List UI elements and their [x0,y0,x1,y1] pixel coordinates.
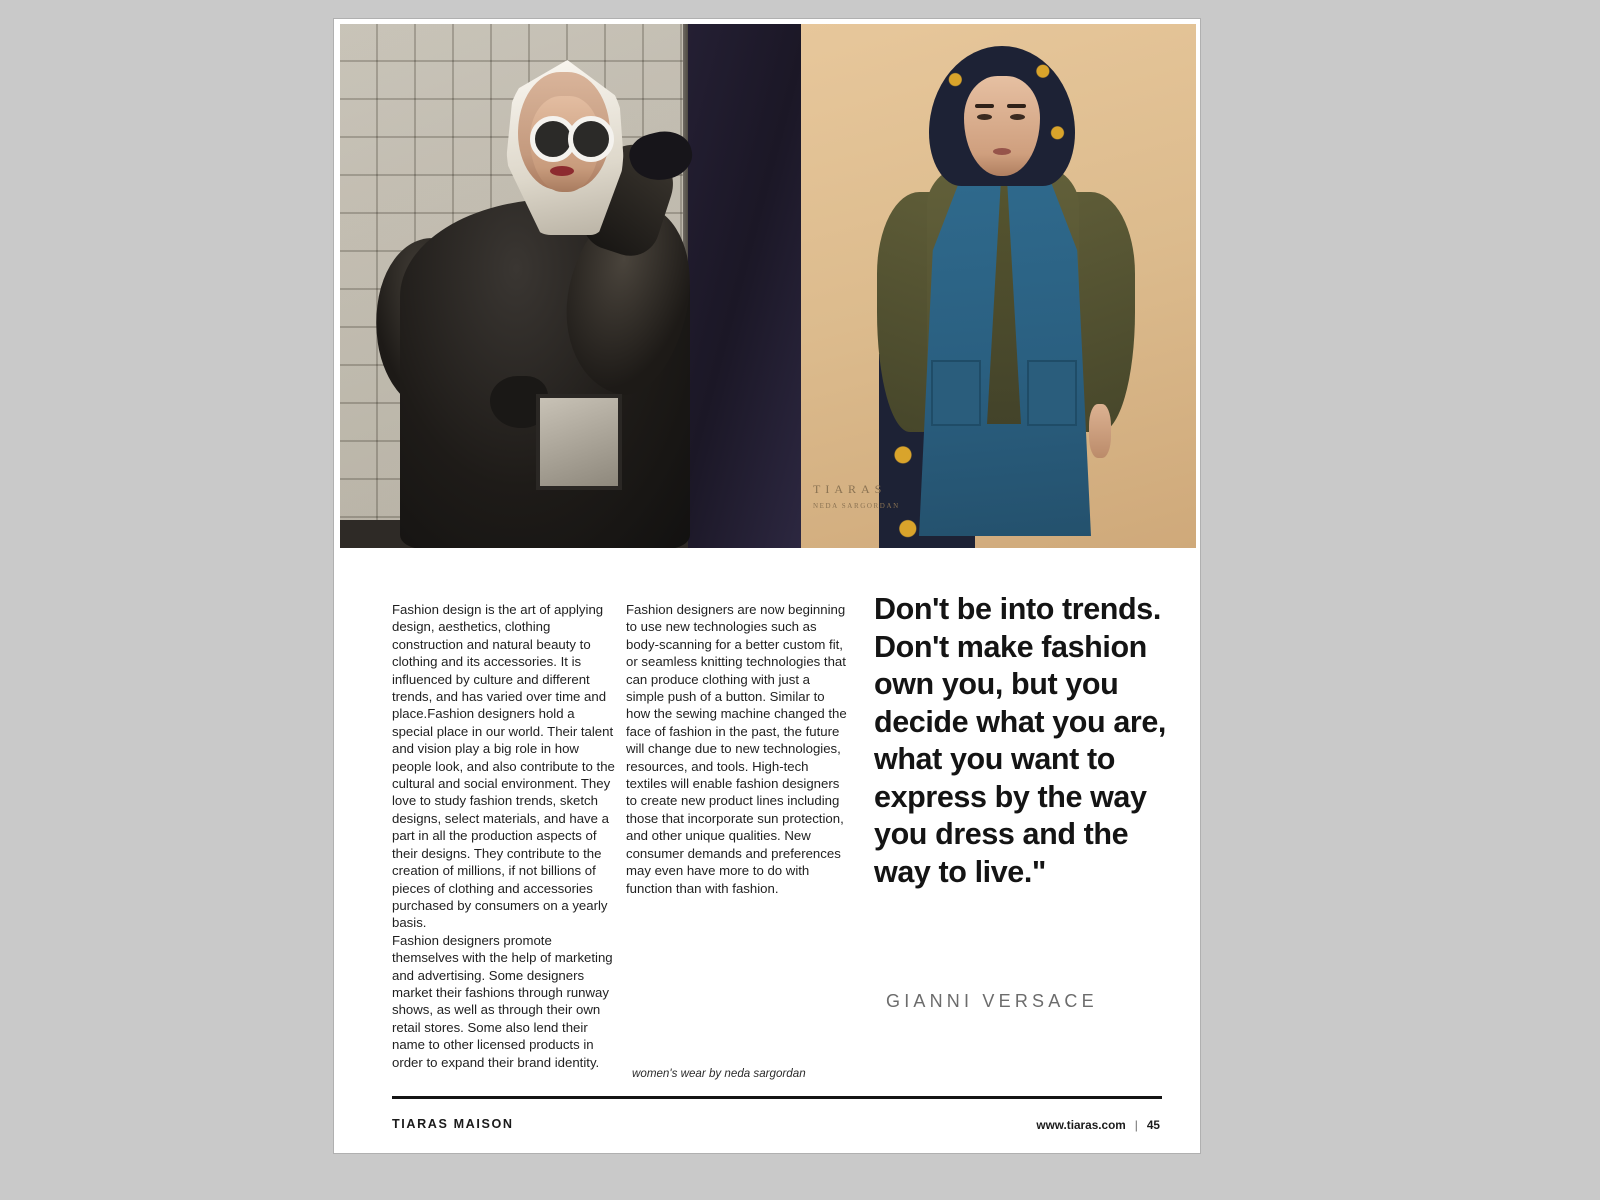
footer-url[interactable]: www.tiaras.com [1036,1118,1126,1132]
model-handbag [536,394,622,490]
photo-watermark-sub: NEDA SARGORDAN [813,502,900,510]
model2-brow-left [975,104,994,108]
footer-brand: TIARAS MAISON [392,1117,514,1131]
photo-right-blue-coat-model [801,24,1196,548]
model-lips [550,166,574,176]
model2-lips [993,148,1011,155]
footer-separator: | [1134,1118,1138,1132]
footer-page-number: 45 [1146,1118,1160,1132]
article-paragraph-2: Fashion designers promote themselves with the help of marketing and advertising. Some designers market their fashions through runway shows, as well as through their own retail stores. Some also lend their name to other licensed products in order to expand their brand identity. [392,932,613,1070]
article-paragraph-3: Fashion designers are now beginning to use new technologies such as body-scanning for a better custom fit, or seamless knitting technologies that can produce clothing with just a simple push of a button. Similar to how the sewing machine changed the face of fashion in the past, the future will change due to new technologies, resources, and tools. High-tech textiles will enable fashion designers to create new product lines including those that incorporate sun protection, and other unique qualities. New consumer demands and preferences may even have more to do with function than with fashion. [626,602,847,896]
coat-pocket-right [1027,360,1077,426]
pull-quote: Don't be into trends. Don't make fashion own you, but you decide what you are, what you want to express by the way you dress and the way to live." [874,592,1167,889]
article-column-1 [392,601,617,1071]
model2-eye-right [1010,114,1025,120]
model2-hand [1089,404,1111,458]
photo-watermark-brand: TIARAS [813,482,887,496]
photo-caption: women's wear by neda sargordan [632,1067,806,1080]
model2-eye-left [977,114,992,120]
pull-quote-attribution: GIANNI VERSACE [886,991,1098,1011]
photo-strip [340,24,1196,548]
footer-meta [1036,1118,1160,1132]
magazine-page [333,18,1201,1154]
footer-divider [392,1096,1162,1099]
article-column-2 [626,601,848,897]
photo-left-tiled-wall-model [340,24,801,548]
dark-doorway [688,24,801,548]
coat-pocket-left [931,360,981,426]
sunglasses-right-lens [568,116,614,162]
article-paragraph-1: Fashion design is the art of applying design, aesthetics, clothing construction and natural beauty to clothing and its accessories. It is influenced by culture and different trends, and has varied over time and place.Fashion designers hold a special place in our world. Their talent and vision play a big role in how people look, and also contribute to the cultural and social environment. They love to study fashion trends, sketch designs, select materials, and have a part in all the production aspects of their designs. They contribute to the creation of millions, if not billions of pieces of clothing and accessories purchased by consumers on a yearly basis. [392,602,615,931]
model2-brow-right [1007,104,1026,108]
